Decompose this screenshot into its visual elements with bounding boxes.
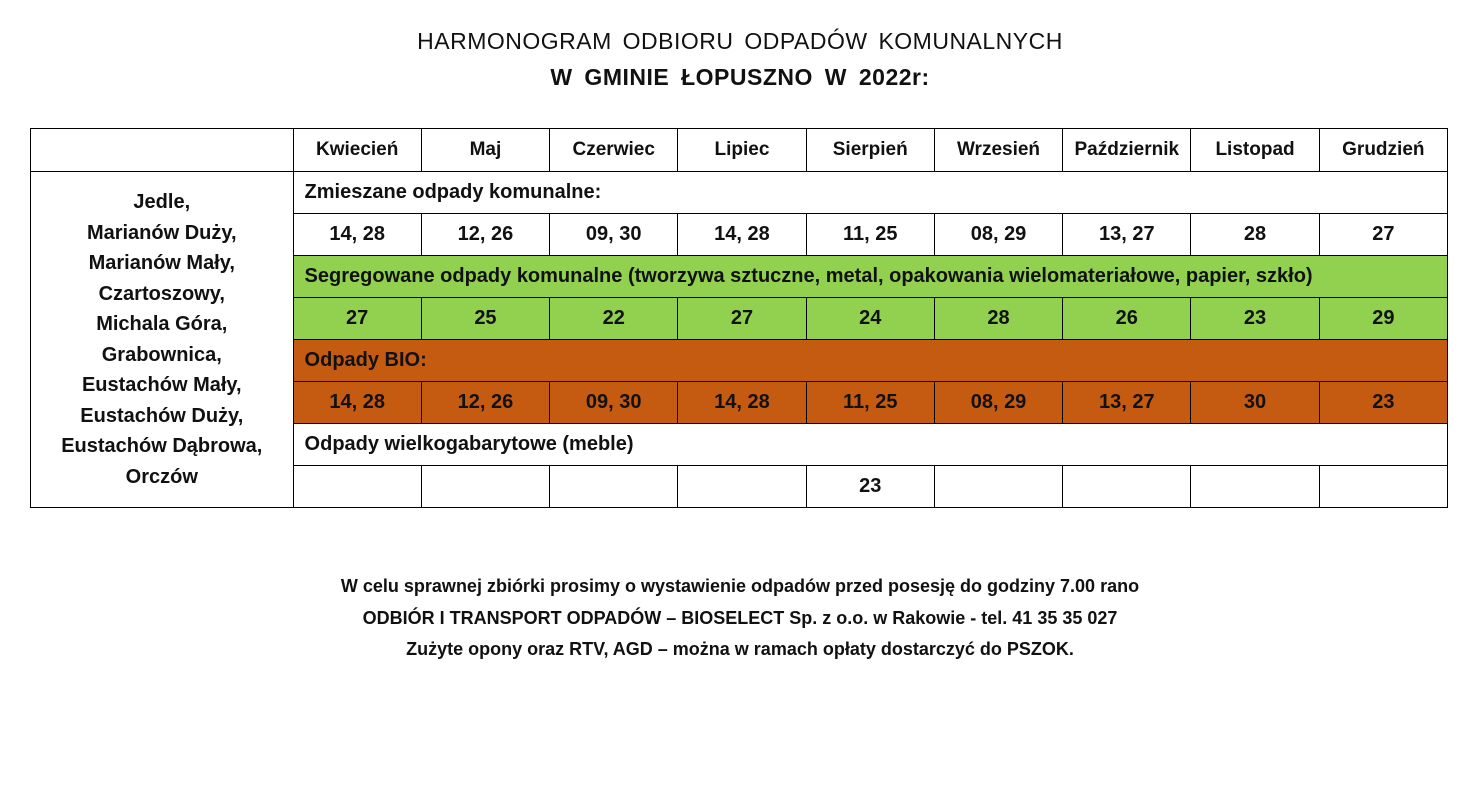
footer-notes [0, 571, 1480, 666]
bio-waste-label: Odpady BIO: [293, 340, 1447, 382]
date-cell: 14, 28 [293, 214, 421, 256]
document-title: HARMONOGRAM ODBIORU ODPADÓW KOMUNALNYCH [417, 28, 1063, 54]
month-header: Maj [421, 129, 549, 172]
month-header: Lipiec [678, 129, 806, 172]
footer-collection-time-note: W celu sprawnej zbiórki prosimy o wystawienie odpadów przed posesję do godziny 7.00 rano [340, 576, 1140, 596]
segregated-waste-label: Segregowane odpady komunalne (tworzywa sztuczne, metal, opakowania wielomateriałowe, papier, szkło) [293, 256, 1447, 298]
date-cell: 09, 30 [550, 214, 678, 256]
month-header: Październik [1063, 129, 1191, 172]
month-header-row [31, 129, 1448, 172]
date-cell: 23 [1319, 382, 1447, 424]
month-header: Czerwiec [550, 129, 678, 172]
village-name: Eustachów Mały, [81, 374, 242, 396]
date-cell: 29 [1319, 298, 1447, 340]
village-name: Eustachów Dąbrowa, [61, 435, 263, 457]
village-name: Czartoszowy, [98, 282, 225, 305]
date-cell: 14, 28 [678, 214, 806, 256]
footer-pszok-note: Zużyte opony oraz RTV, AGD – można w ramach opłaty dostarczyć do PSZOK. [406, 639, 1074, 659]
date-cell: 08, 29 [934, 382, 1062, 424]
village-name: Eustachów Duży, [80, 404, 244, 427]
date-cell: 27 [293, 298, 421, 340]
date-cell [1191, 466, 1319, 508]
mixed-label-row [31, 172, 1448, 214]
date-cell: 13, 27 [1063, 382, 1191, 424]
village-name: Marianów Mały, [88, 252, 235, 274]
village-name: Michala Góra, [96, 313, 228, 335]
corner-cell [31, 129, 294, 172]
date-cell: 08, 29 [934, 214, 1062, 256]
date-cell: 27 [678, 298, 806, 340]
date-cell: 14, 28 [293, 382, 421, 424]
date-cell: 23 [806, 466, 934, 508]
date-cell: 28 [934, 298, 1062, 340]
date-cell [934, 466, 1062, 508]
village-name: Marianów Duży, [86, 221, 237, 244]
date-cell: 24 [806, 298, 934, 340]
month-header: Wrzesień [934, 129, 1062, 172]
schedule-table [30, 128, 1448, 508]
date-cell: 11, 25 [806, 382, 934, 424]
village-name: Orczów [125, 465, 198, 488]
document-subtitle: W GMINIE ŁOPUSZNO W 2022r: [550, 64, 930, 90]
footer-contractor-note: ODBIÓR I TRANSPORT ODPADÓW – BIOSELECT Sp. z o.o. w Rakowie - tel. 41 35 35 027 [362, 607, 1118, 628]
date-cell [421, 466, 549, 508]
village-name: Grabownica, [101, 343, 222, 366]
date-cell: 25 [421, 298, 549, 340]
month-header: Listopad [1191, 129, 1319, 172]
date-cell: 26 [1063, 298, 1191, 340]
date-cell: 27 [1319, 214, 1447, 256]
village-name: Jedle, [133, 191, 191, 213]
date-cell [1063, 466, 1191, 508]
date-cell: 23 [1191, 298, 1319, 340]
date-cell: 30 [1191, 382, 1319, 424]
date-cell: 09, 30 [550, 382, 678, 424]
date-cell: 12, 26 [421, 382, 549, 424]
date-cell: 13, 27 [1063, 214, 1191, 256]
date-cell [1319, 466, 1447, 508]
date-cell [678, 466, 806, 508]
date-cell: 22 [550, 298, 678, 340]
date-cell: 14, 28 [678, 382, 806, 424]
mixed-waste-label: Zmieszane odpady komunalne: [293, 172, 1447, 214]
date-cell: 11, 25 [806, 214, 934, 256]
date-cell [293, 466, 421, 508]
village-list [31, 172, 294, 508]
date-cell [550, 466, 678, 508]
bulky-waste-label: Odpady wielkogabarytowe (meble) [293, 424, 1447, 466]
month-header: Kwiecień [293, 129, 421, 172]
date-cell: 28 [1191, 214, 1319, 256]
date-cell: 12, 26 [421, 214, 549, 256]
month-header: Sierpień [806, 129, 934, 172]
month-header: Grudzień [1319, 129, 1447, 172]
